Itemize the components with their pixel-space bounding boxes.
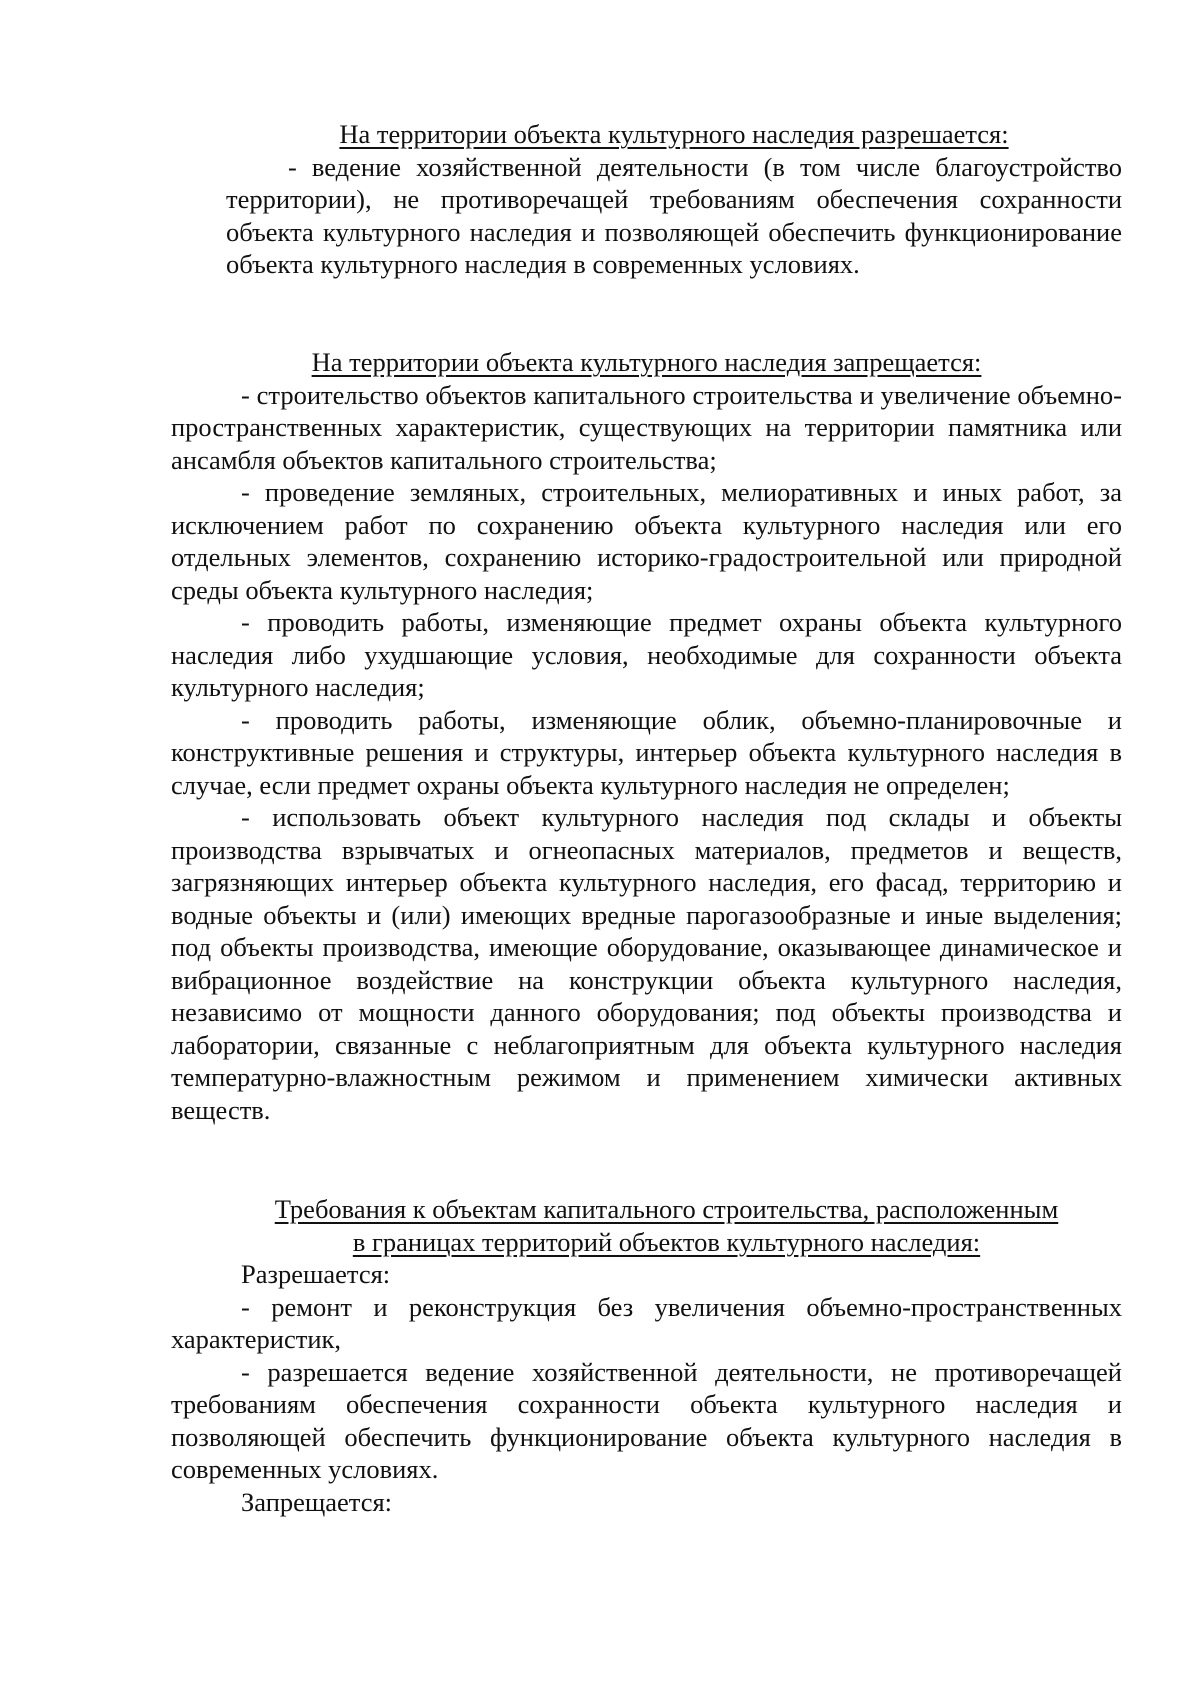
forbidden-territory-item: - проведение земляных, строительных, мелиоративных и иных работ, за исключением работ по сохранению объекта культурного наследия или его отдельных элементов, сохранению историко-градостроительной или природной среды объекта культурного наследия; [171, 477, 1122, 605]
construction-requirements-heading-line2: в границах территорий объектов культурного наследия: [352, 1226, 981, 1257]
forbidden-label: Запрещается: [241, 1486, 393, 1517]
construction-requirements-heading-line1: Требования к объектам капитального строительства, расположенным [274, 1194, 1059, 1224]
allowed-territory-section [226, 118, 1122, 281]
forbidden-territory-item: - использовать объект культурного наследия под склады и объекты производства взрывчатых и огнеопасных материалов, предметов и веществ, загрязняющих интерьер объекта культурного наследия, его фасад, территорию и водные объекты и (или) имеющих вредные парогазообразные и иные выделения; под объекты производства, имеющие оборудование, оказывающее динамическое и вибрационное воздействие на конструкции объекта культурного наследия, независимо от мощности данного оборудования; под объекты производства и лаборатории, связанные с неблагоприятным для объекта культурного наследия температурно-влажностным режимом и применением химически активных веществ. [171, 802, 1122, 1125]
forbidden-territory-item: - проводить работы, изменяющие облик, объемно-планировочные и конструктивные решения и структуры, интерьер объекта культурного наследия в случае, если предмет охраны объекта культурного наследия не определен; [171, 704, 1122, 800]
allowed-territory-heading: На территории объекта культурного наследия разрешается: [339, 119, 1009, 149]
construction-requirements-section [171, 1193, 1122, 1518]
forbidden-territory-heading: На территории объекта культурного наследия запрещается: [311, 347, 982, 377]
allowed-item: - разрешается ведение хозяйственной деятельности, не противоречащей требованиям обеспечения сохранности объекта культурного наследия и позволяющей обеспечить функционирование объекта культурного наследия в современных условиях. [171, 1356, 1122, 1484]
forbidden-territory-item: - проводить работы, изменяющие предмет охраны объекта культурного наследия либо ухудшающие условия, необходимые для сохранности объекта культурного наследия; [171, 607, 1122, 702]
allowed-item: - ремонт и реконструкция без увеличения объемно-пространственных характеристик, [171, 1291, 1122, 1354]
allowed-label: Разрешается: [241, 1259, 391, 1289]
forbidden-territory-item: - строительство объектов капитального строительства и увеличение объемно-пространственных характеристик, существующих на территории памятника или ансамбля объектов капитального строительства; [171, 379, 1122, 475]
allowed-territory-item: - ведение хозяйственной деятельности (в том числе благоустройство территории), не противоречащей требованиям обеспечения сохранности объекта культурного наследия и позволяющей обеспечить функционирование объекта культурного наследия в современных условиях. [226, 151, 1122, 279]
forbidden-territory-section [171, 346, 1122, 1126]
